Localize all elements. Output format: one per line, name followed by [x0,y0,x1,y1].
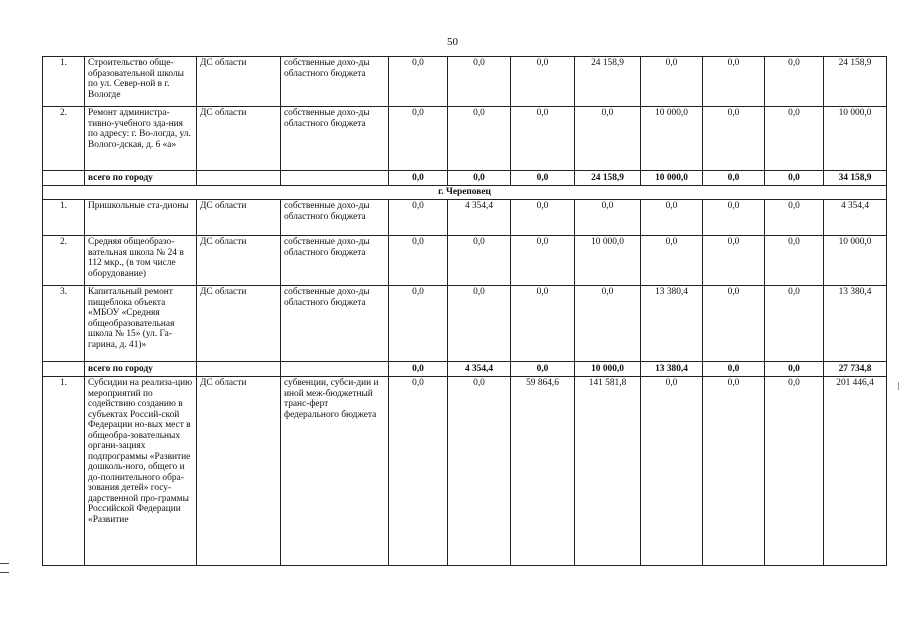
total-value: 13 380,4 [641,362,703,377]
value-cell: 0,0 [511,200,575,236]
value-cell: 0,0 [641,377,703,566]
value-cell: 0,0 [389,377,448,566]
value-cell: 0,0 [641,57,703,107]
value-cell: 0,0 [511,286,575,362]
object-name: Пришкольные ста-дионы [85,200,197,236]
budget-table [42,56,887,566]
funding-source: собственные дохо-ды областного бюджета [281,236,389,286]
value-cell: 0,0 [703,200,765,236]
total-row [43,171,887,186]
value-cell: 24 158,9 [575,57,641,107]
total-row [43,362,887,377]
value-cell: 0,0 [765,57,824,107]
responsible: ДС области [197,286,281,362]
table-row [43,107,887,171]
row-number: 1. [43,377,85,566]
value-cell: 13 380,4 [641,286,703,362]
value-cell: 0,0 [389,107,448,171]
value-cell: 0,0 [765,200,824,236]
total-value: 0,0 [389,362,448,377]
value-cell: 0,0 [448,107,511,171]
row-number: 2. [43,107,85,171]
funding-source: собственные дохо-ды областного бюджета [281,57,389,107]
row-number: 1. [43,200,85,236]
responsible: ДС области [197,200,281,236]
total-value: 4 354,4 [448,362,511,377]
city-name: г. Череповец [43,186,887,200]
total-value: 0,0 [511,171,575,186]
table-row [43,377,887,566]
total-value: 34 158,9 [824,171,887,186]
table-row [43,57,887,107]
city-header-row [43,186,887,200]
total-value: 0,0 [448,171,511,186]
total-value: 10 000,0 [641,171,703,186]
responsible: ДС области [197,236,281,286]
table-row [43,236,887,286]
row-number: 2. [43,236,85,286]
value-cell: 0,0 [389,286,448,362]
value-cell: 0,0 [575,200,641,236]
binding-marks [0,563,10,581]
funding-source: собственные дохо-ды областного бюджета [281,107,389,171]
total-label: всего по городу [85,171,197,186]
total-value: 0,0 [765,171,824,186]
total-value: 24 158,9 [575,171,641,186]
value-cell: 10 000,0 [641,107,703,171]
value-cell: 0,0 [511,236,575,286]
value-cell: 13 380,4 [824,286,887,362]
object-name: Строительство обще-образовательной школы по ул. Север-ной в г. Вологде [85,57,197,107]
value-cell: 4 354,4 [824,200,887,236]
value-cell: 0,0 [575,286,641,362]
total-label: всего по городу [85,362,197,377]
value-cell: 0,0 [703,107,765,171]
row-number: 1. [43,57,85,107]
total-value: 0,0 [511,362,575,377]
value-cell: 201 446,4 [824,377,887,566]
total-value: 27 734,8 [824,362,887,377]
value-cell: 0,0 [511,57,575,107]
value-cell: 141 581,8 [575,377,641,566]
table-row [43,200,887,236]
margin-mark [898,382,899,390]
table-row [43,286,887,362]
total-value: 10 000,0 [575,362,641,377]
value-cell: 0,0 [765,107,824,171]
value-cell: 0,0 [703,236,765,286]
funding-source: собственные дохо-ды областного бюджета [281,200,389,236]
funding-source: собственные дохо-ды областного бюджета [281,286,389,362]
value-cell: 0,0 [389,57,448,107]
value-cell: 0,0 [703,57,765,107]
total-value: 0,0 [703,362,765,377]
total-value: 0,0 [389,171,448,186]
responsible: ДС области [197,107,281,171]
value-cell: 0,0 [765,286,824,362]
value-cell: 0,0 [448,286,511,362]
value-cell: 59 864,6 [511,377,575,566]
value-cell: 0,0 [641,200,703,236]
responsible: ДС области [197,57,281,107]
value-cell: 0,0 [511,107,575,171]
responsible: ДС области [197,377,281,566]
value-cell: 0,0 [389,236,448,286]
value-cell: 0,0 [765,236,824,286]
object-name: Средняя общеобразо-вательная школа № 24 в 112 мкр., (в том числе оборудование) [85,236,197,286]
object-name: Ремонт администра-тивно-учебного зда-ния по адресу: г. Во-логда, ул. Волого-дская, д. 6 «а» [85,107,197,171]
object-name: Субсидии на реализа-цию мероприятий по содействию созданию в субъектах Россий-ской Федерации но-вых мест в общеобра-зовательных органи-зациях подпрограммы «Развитие дошколь-ного, общего и до-полнительного обра-зования детей» госу-дарственной про-граммы Российской Федерации «Развитие [85,377,197,566]
page-number: 50 [447,36,458,48]
value-cell: 0,0 [703,286,765,362]
value-cell: 24 158,9 [824,57,887,107]
total-value: 0,0 [765,362,824,377]
funding-source: субвенции, субси-дии и иной меж-бюджетный транс-ферт федерального бюджета [281,377,389,566]
value-cell: 0,0 [448,236,511,286]
total-value: 0,0 [703,171,765,186]
value-cell: 10 000,0 [575,236,641,286]
row-number: 3. [43,286,85,362]
value-cell: 4 354,4 [448,200,511,236]
value-cell: 0,0 [389,200,448,236]
value-cell: 10 000,0 [824,236,887,286]
value-cell: 0,0 [575,107,641,171]
object-name: Капитальный ремонт пищеблока объекта «МБОУ «Средняя общеобразовательная школа № 15» (ул. Га-гарина, д. 41)» [85,286,197,362]
value-cell: 0,0 [448,377,511,566]
value-cell: 0,0 [641,236,703,286]
value-cell: 0,0 [448,57,511,107]
value-cell: 10 000,0 [824,107,887,171]
value-cell: 0,0 [703,377,765,566]
value-cell: 0,0 [765,377,824,566]
